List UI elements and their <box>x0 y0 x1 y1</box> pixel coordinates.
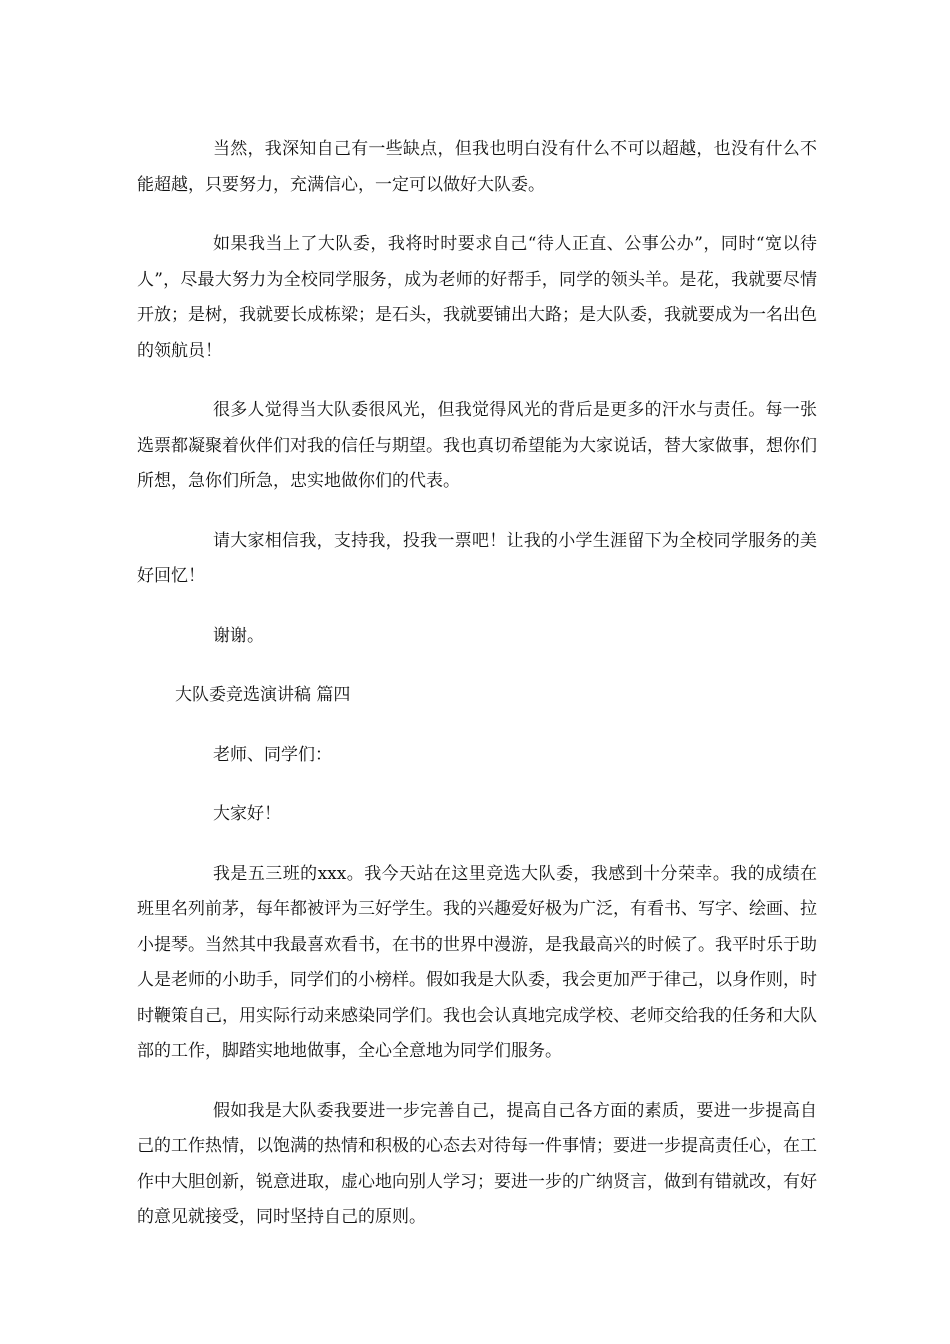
paragraph: 如果我当上了大队委，我将时时要求自己“待人正直、公事公办”，同时“宽以待人”，尽最大努力为全校同学服务，成为老师的好帮手，同学的领头羊。是花，我就要尽情开放；是树，我就要长成栋梁；是石头，我就要铺出大路；是大队委，我就要成为一名出色的领航员！ <box>137 234 817 361</box>
salutation: 老师、同学们： <box>213 744 332 765</box>
document-body <box>137 132 817 1260</box>
paragraph: 当然，我深知自己有一些缺点，但我也明白没有什么不可以超越，也没有什么不能超越，只要努力，充满信心，一定可以做好大队委。 <box>137 139 817 195</box>
paragraph: 假如我是大队委我要进一步完善自己，提高自己各方面的素质，要进一步提高自己的工作热情，以饱满的热情和积极的心态去对待每一件事情；要进一步提高责任心，在工作中大胆创新，锐意进取，虚心地向别人学习；要进一步的广纳贤言，做到有错就改，有好的意见就接受，同时坚持自己的原则。 <box>137 1100 817 1227</box>
greeting: 大家好！ <box>213 804 281 824</box>
paragraph: 我是五三班的xxx。我今天站在这里竞选大队委，我感到十分荣幸。我的成绩在班里名列前茅，每年都被评为三好学生。我的兴趣爱好极为广泛，有看书、写字、绘画、拉小提琴。当然其中我最喜欢看书，在书的世界中漫游，是我最高兴的时候了。我平时乐于助人是老师的小助手，同学们的小榜样。假如我是大队委，我会更加严于律己，以身作则，时时鞭策自己，用实际行动来感染同学们。我也会认真地完成学校、老师交给我的任务和大队部的工作，脚踏实地地做事，全心全意地为同学们服务。 <box>137 863 817 1061</box>
closing-line: 谢谢。 <box>213 625 264 646</box>
section-heading: 大队委竞选演讲稿 篇四 <box>175 685 351 705</box>
paragraph: 请大家相信我，支持我，投我一票吧！让我的小学生涯留下为全校同学服务的美好回忆！ <box>137 530 817 586</box>
paragraph: 很多人觉得当大队委很风光，但我觉得风光的背后是更多的汗水与责任。每一张选票都凝聚着伙伴们对我的信任与期望。我也真切希望能为大家说话，替大家做事，想你们所想，急你们所急，忠实地做你们的代表。 <box>137 400 817 491</box>
